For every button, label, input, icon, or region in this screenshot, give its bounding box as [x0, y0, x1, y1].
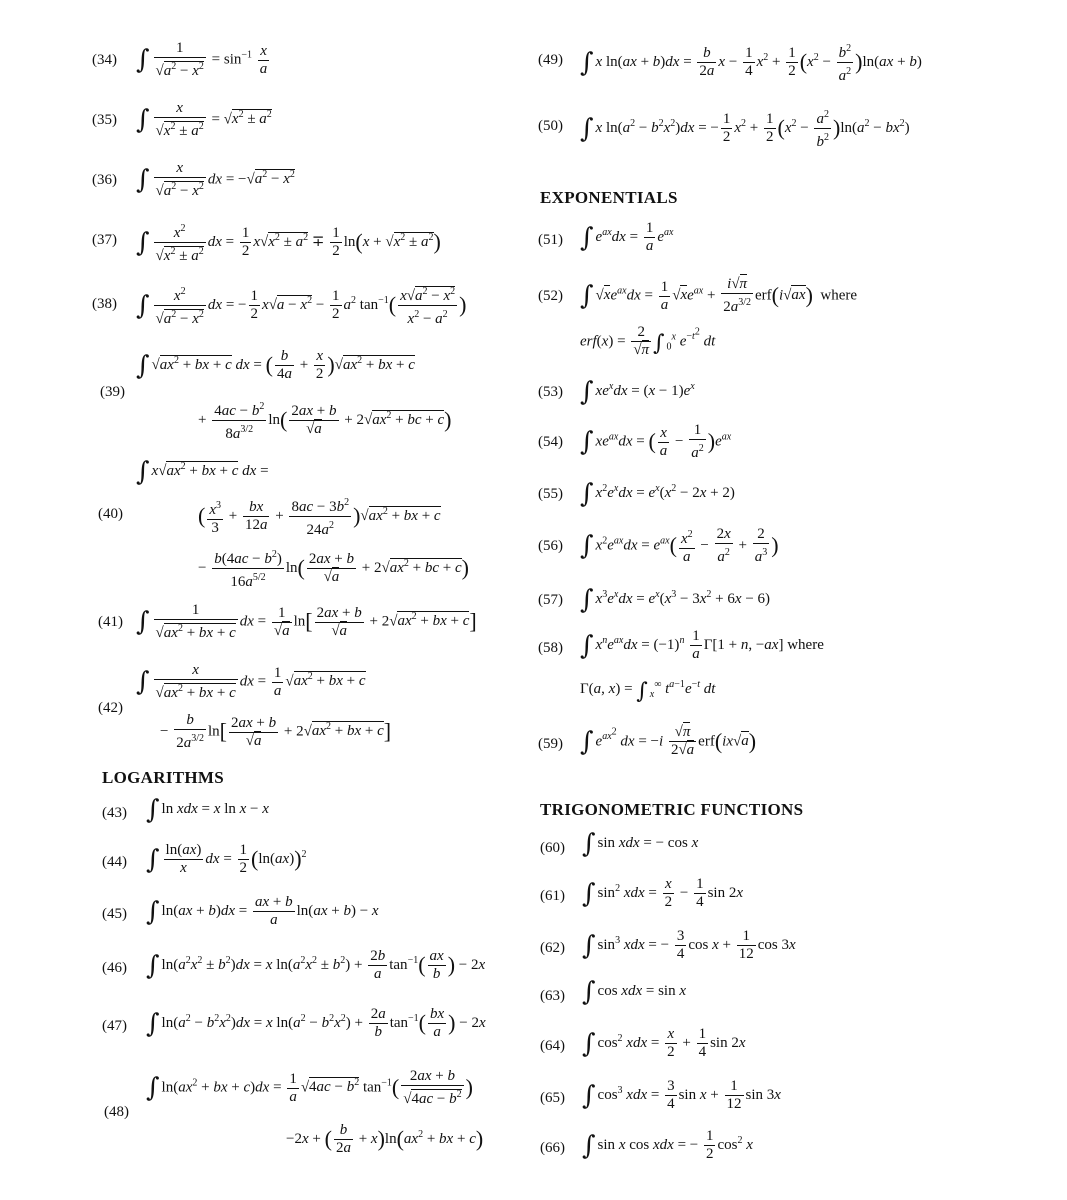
formula-52: ∫ $√xe^{ax}dx$ = $\frac{1}{a}$ $√xe^{ax}$ + $\frac{i√\pi}{2a^{3/2}}$ erf(i√ax) where: [580, 276, 858, 315]
eq-number-65: (65): [540, 1090, 565, 1106]
eq-number-35: (35): [92, 112, 117, 128]
formula-58: ∫ $x^ne^{ax}dx = (-1)^n$ $\frac{1}{a}$ Γ[1 + n, −ax] where: [580, 628, 824, 662]
eq-number-54: (54): [538, 434, 563, 450]
formula-51: ∫ $e^{ax}dx$ = $\frac{1}{a}$ $e^{ax}$: [580, 220, 674, 254]
eq-number-55: (55): [538, 486, 563, 502]
formula-39-line1: ∫ $√ax^2$ + bx + c dx = ( $\frac{b}{4a}$ + $\frac{x}{2}$ )$√ax^2$ + bx + c: [136, 348, 415, 382]
eq-number-61: (61): [540, 888, 565, 904]
formula-57: ∫ $x^3e^xdx = e^x(x^3 - 3x^2 + 6x - 6)$: [580, 585, 771, 615]
eq-number-60: (60): [540, 840, 565, 856]
formula-53: ∫ $xe^xdx = (x - 1)e^x$: [580, 377, 695, 407]
eq-number-39: (39): [100, 384, 125, 400]
formula-36: ∫ $\frac{x}{√a^2 - x^2}$ dx = $-√a^2 - x^2$: [136, 160, 295, 199]
formula-42-line2: − $\frac{b}{2a^{3/2}}$ ln[ $\frac{2ax + b}{√a}$ + $2√ax^2$ + bx + c]: [160, 712, 392, 751]
formula-56: ∫ $x^2e^{ax}dx = e^{ax}$( $\frac{x^2}{a}$ − $\frac{2x}{a^2}$ + $\frac{2}{a^3}$ ): [580, 526, 779, 565]
eq-number-45: (45): [102, 906, 127, 922]
eq-number-58: (58): [538, 640, 563, 656]
eq-number-40: (40): [98, 506, 123, 522]
where-label-2: where: [787, 636, 824, 653]
formula-40-line1: ∫ $x√ax^2$ + bx + c dx =: [136, 457, 269, 487]
formula-35: ∫ $\frac{x}{√x^2 \pm a^2}$ = $√x^2 \pm a^2$: [136, 100, 272, 139]
eq-number-64: (64): [540, 1038, 565, 1054]
formula-61: ∫ $\sin^2$ xdx = $\frac{x}{2}$ − $\frac{1}{4}$ sin 2x: [582, 876, 744, 910]
formula-47: ∫ $\ln(a^2 - b^2x^2)dx = x$ $\ln(a^2 - b^2x^2)$ + $\frac{2a}{b}$ $\tan^{-1}$( $\frac{bx}{a}$ ) − 2x: [146, 1006, 486, 1040]
formula-59: ∫ $e^{ax^2}$ dx = −i $\frac{√\pi}{2√a}$ erf(ix√a): [580, 724, 757, 759]
formula-38: ∫ $\frac{x^2}{√a^2 - x^2}$ dx = − $\frac{1}{2}$ $x√a - x^2$ − $\frac{1}{2}$ $a^2$ $\tan^{-1}$( $\frac{x√a^2 - x^2}{x^2 - a^2}$ ): [136, 283, 466, 328]
eq-number-42: (42): [98, 700, 123, 716]
formula-34: ∫ $\frac{1}{√a^2 - x^2}$ = $\sin^{-1}$ $\frac{x}{a}$: [136, 40, 268, 79]
formula-54: ∫ $xe^{ax}dx$ = ( $\frac{x}{a}$ − $\frac{1}{a^2}$ )$e^{ax}$: [580, 422, 732, 461]
eq-number-38: (38): [92, 296, 117, 312]
eq-number-44: (44): [102, 854, 127, 870]
eq-number-47: (47): [102, 1018, 127, 1034]
formula-65: ∫ $\cos^3$ xdx = $\frac{3}{4}$ sin x + $\frac{1}{12}$ sin 3x: [582, 1078, 781, 1112]
formula-50: ∫ x $\ln(a^2 - b^2x^2)dx$ = − $\frac{1}{2}$ $x^2$ + $\frac{1}{2}$ ($x^2$ − $\frac{a^2}{b^2}$ )$\ln(a^2 - bx^2)$: [580, 106, 910, 151]
eq-number-62: (62): [540, 940, 565, 956]
eq-number-37: (37): [92, 232, 117, 248]
formula-44: ∫ $\frac{\ln(ax)}{x}$ dx = $\frac{1}{2}$ $(\ln(ax))^2$: [146, 842, 307, 876]
eq-number-51: (51): [538, 232, 563, 248]
where-label: where: [820, 287, 858, 304]
eq-number-53: (53): [538, 384, 563, 400]
formula-63: ∫ cos xdx = sin x: [582, 977, 687, 1007]
formula-37: ∫ $\frac{x^2}{√x^2 \pm a^2}$ dx = $\frac{1}{2}$ $x√x^2 \pm a^2$ ∓ $\frac{1}{2}$ $\ln(x + √x^2 \pm a^2)$: [136, 220, 441, 265]
eq-number-59: (59): [538, 736, 563, 752]
formula-55: ∫ $x^2e^xdx = e^x(x^2 - 2x + 2)$: [580, 479, 735, 509]
eq-number-34: (34): [92, 52, 117, 68]
formula-60: ∫ sin xdx = − cos x: [582, 829, 699, 859]
section-header-trig: TRIGONOMETRIC FUNCTIONS: [540, 800, 804, 819]
eq-number-56: (56): [538, 538, 563, 554]
eq-number-57: (57): [538, 592, 563, 608]
eq-number-52: (52): [538, 288, 563, 304]
eq-number-66: (66): [540, 1140, 565, 1156]
formula-43: ∫ ln xdx = x ln x − x: [146, 795, 269, 825]
eq-number-46: (46): [102, 960, 127, 976]
formula-66: ∫ sin x cos xdx = − $\frac{1}{2}$ $\cos^2 x$: [582, 1128, 753, 1162]
formula-62: ∫ $\sin^3$ xdx = − $\frac{3}{4}$ cos x + $\frac{1}{12}$ cos 3x: [582, 928, 796, 962]
formula-49: ∫ x ln(ax + b)dx = $\frac{b}{2a}$ x − $\frac{1}{4}$ $x^2$ + $\frac{1}{2}$ ($x^2$ − $\frac{b^2}{a^2}$ )ln(ax + b): [580, 40, 922, 85]
formula-45: ∫ ln(ax + b)dx = $\frac{ax + b}{a}$ ln(ax + b) − x: [146, 894, 379, 928]
formula-58-gamma-definition: Γ(a, x) = ∫ $_x$∞ $t^{a-1}e^{-t}$ dt: [580, 679, 716, 704]
formula-41: ∫ $\frac{1}{√ax^2 + bx + c}$ dx = $\frac{1}{√a}$ ln[ $\frac{2ax + b}{√a}$ + $2√ax^2$ + bx + c]: [136, 602, 477, 641]
eq-number-49: (49): [538, 52, 563, 68]
eq-number-48: (48): [104, 1104, 129, 1120]
formula-42-line1: ∫ $\frac{x}{√ax^2 + bx + c}$ dx = $\frac{1}{a}$ $√ax^2$ + bx + c: [136, 662, 366, 701]
formula-46: ∫ $\ln(a^2x^2 \pm b^2)dx = x$ $\ln(a^2x^2 \pm b^2)$ + $\frac{2b}{a}$ $\tan^{-1}$( $\frac{ax}{b}$ ) − 2x: [146, 948, 486, 982]
section-header-exponentials: EXPONENTIALS: [540, 188, 678, 207]
formula-64: ∫ $\cos^2$ xdx = $\frac{x}{2}$ + $\frac{1}{4}$ sin 2x: [582, 1026, 746, 1060]
section-header-logarithms: LOGARITHMS: [102, 768, 225, 787]
eq-number-36: (36): [92, 172, 117, 188]
formula-48-line1: ∫ $\ln(ax^2$ + bx + c)dx = $\frac{1}{a}$ $√4ac - b^2$ $\tan^{-1}$( $\frac{2ax + b}{√4ac - b^2}$ ): [146, 1068, 473, 1107]
formula-48-line2: −2x + ( $\frac{b}{2a}$ + $x)\ln(ax^2$ + bx + c): [286, 1122, 484, 1156]
formula-40-line2: ( $\frac{x^3}{3}$ + $\frac{bx}{12a}$ + $\frac{8ac - 3b^2}{24a^2}$ )$√ax^2$ + bx + c: [198, 494, 441, 539]
eq-number-63: (63): [540, 988, 565, 1004]
eq-number-50: (50): [538, 118, 563, 134]
eq-number-41: (41): [98, 614, 123, 630]
eq-number-43: (43): [102, 805, 127, 821]
formula-52-erf-definition: erf(x) = $\frac{2}{√\pi}$ ∫ $_0^x$ $e^{-t^2}$ dt: [580, 324, 716, 359]
formula-40-line3: − $\frac{b(4ac - b^2)}{16a^{5/2}}$ ln( $\frac{2ax + b}{√a}$ + $2√ax^2$ + bc + c): [198, 546, 469, 591]
formula-39-line2: + $\frac{4ac - b^2}{8a^{3/2}}$ ln( $\frac{2ax + b}{√a}$ + $2√ax^2$ + bc + c): [198, 398, 451, 443]
